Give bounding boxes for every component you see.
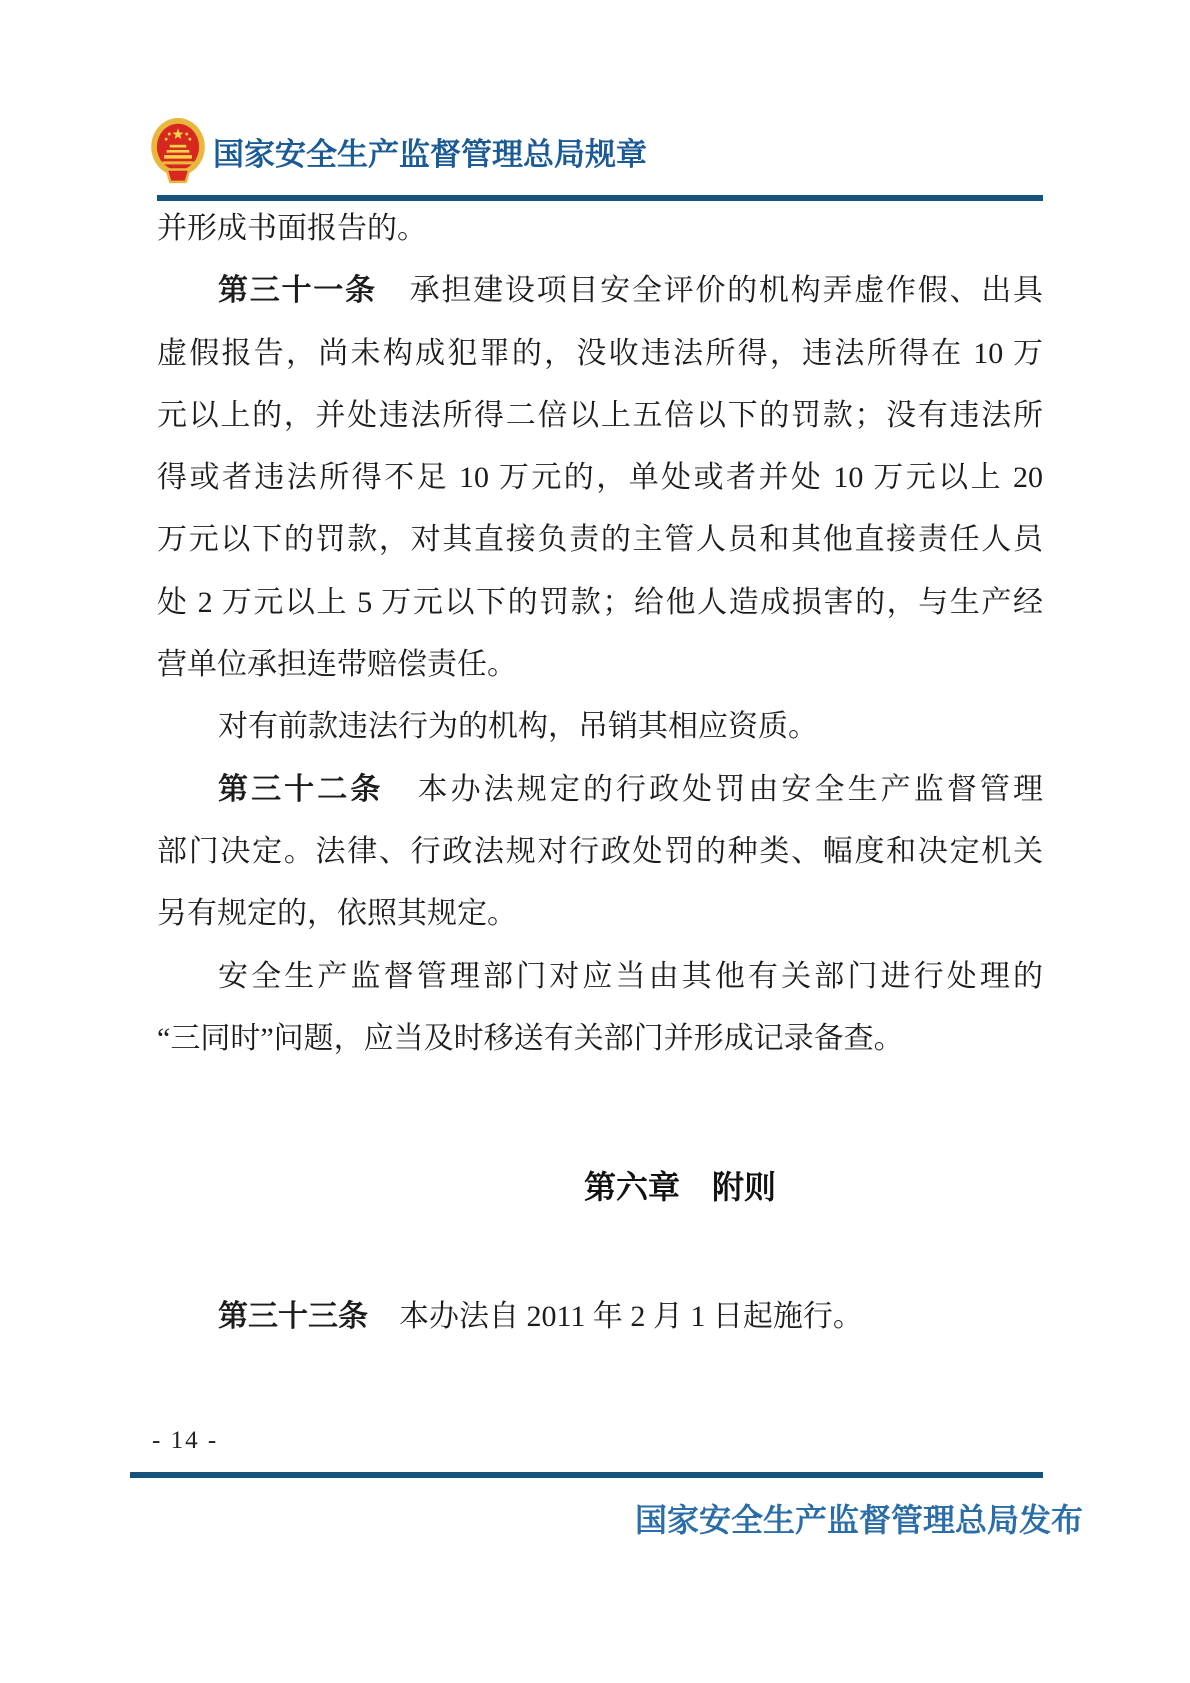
- body-line-text: 得或者违法所得不足 10 万元的，单处或者并处 10 万元以上 20: [157, 461, 1043, 495]
- body-line: [157, 260, 1043, 322]
- body-line: [157, 1008, 1043, 1070]
- body-line-text: 元以上的，并处违法所得二倍以上五倍以下的罚款；没有违法所: [157, 398, 1043, 432]
- document-body: [157, 198, 1043, 1070]
- body-line-text: 本办法规定的行政处罚由安全生产监督管理: [414, 772, 1044, 806]
- body-line: [157, 759, 1043, 821]
- article-33-text: 本办法自 2011 年 2 月 1 日起施行。: [399, 1300, 863, 1333]
- body-line: [157, 447, 1043, 509]
- body-line: [157, 323, 1043, 385]
- body-line: [157, 385, 1043, 447]
- body-line-text: 并形成书面报告的。: [157, 212, 427, 245]
- page-header: [150, 115, 647, 187]
- body-line-text: 处 2 万元以上 5 万元以下的罚款；给他人造成损害的，与生产经: [157, 585, 1043, 619]
- page-number: - 14 -: [152, 1427, 219, 1454]
- body-line-text: “三同时”问题，应当及时移送有关部门并形成记录备查。: [157, 1021, 904, 1055]
- body-lines: [157, 198, 1043, 1070]
- body-line: [157, 572, 1043, 634]
- body-line-text: 承担建设项目安全评价的机构弄虚作假、出具: [407, 274, 1044, 308]
- body-line-text: 部门决定。法律、行政法规对行政处罚的种类、幅度和决定机关: [157, 834, 1043, 868]
- body-line-text: 万元以下的罚款，对其直接负责的主管人员和其他直接责任人员: [157, 523, 1043, 557]
- body-line: [157, 883, 1043, 945]
- body-line: [157, 946, 1043, 1008]
- article-33-line: [157, 1289, 1104, 1345]
- body-line: [157, 509, 1043, 571]
- article-33-number: 第三十三条: [218, 1300, 368, 1333]
- body-line: [157, 198, 1043, 260]
- body-line-text: 虚假报告，尚未构成犯罪的，没收违法所得，违法所得在 10 万: [157, 336, 1043, 370]
- body-line-text: 对有前款违法行为的机构，吊销其相应资质。: [218, 710, 818, 744]
- article-number: 第三十二条: [218, 772, 384, 806]
- body-line-text: 另有规定的，依照其规定。: [157, 897, 517, 931]
- body-line: [157, 696, 1043, 758]
- body-line: [157, 821, 1043, 883]
- chapter-heading: 第六章 附则: [583, 1169, 776, 1205]
- footer-publisher: 国家安全生产监督管理总局发布: [634, 1502, 1083, 1538]
- article-number: 第三十一条: [218, 274, 377, 308]
- footer-rule: [130, 1472, 1043, 1478]
- body-line-text: 营单位承担连带赔偿责任。: [157, 648, 517, 682]
- header-title: 国家安全生产监督管理总局规章: [213, 136, 647, 172]
- body-line: [157, 634, 1043, 696]
- china-national-emblem-icon: [150, 117, 206, 185]
- body-line-text: 安全生产监督管理部门对应当由其他有关部门进行处理的: [218, 959, 1043, 993]
